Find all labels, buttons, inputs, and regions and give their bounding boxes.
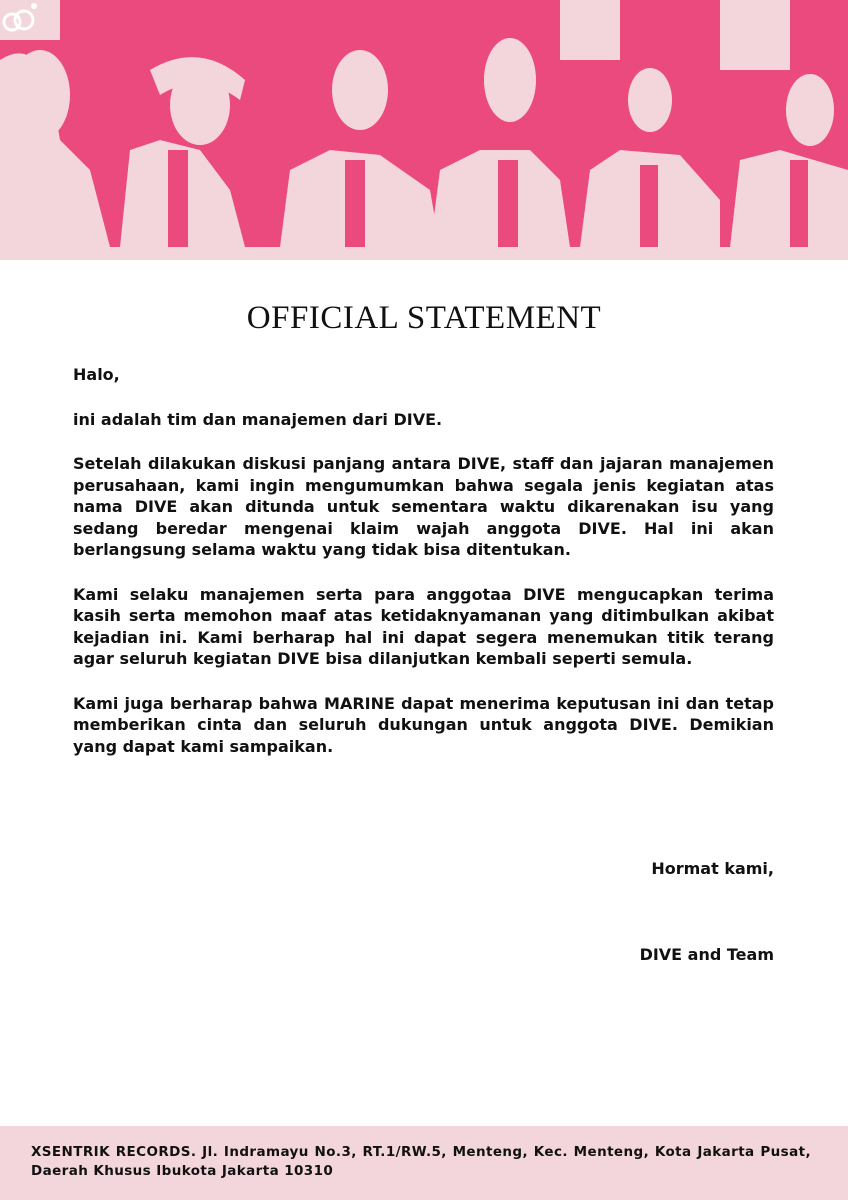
paragraph-1: Setelah dilakukan diskusi panjang antara DIVE, staff dan jajaran manajemen perusahaan, kami ingin mengumumkan bahwa segala jenis kegiatan atas nama DIVE akan ditunda untuk sementara waktu dikarenakan isu yang sedang beredar mengenai klaim wajah anggota DIVE. Hal ini akan berlangsung selama waktu yang tidak bisa ditentukan. [73,454,774,559]
intro-line: ini adalah tim dan manajemen dari DIVE. [73,409,443,429]
brand-logo-icon [0,0,40,34]
statement-body [73,364,774,780]
header-banner [0,0,848,247]
paragraph-3: Kami juga berharap bahwa MARINE dapat menerima keputusan ini dan tetap memberikan cinta dan seluruh dukungan untuk anggota DIVE. Demikian yang dapat kami sampaikan. [73,693,774,756]
greeting: Halo, [73,365,120,384]
signature: DIVE and Team [639,945,774,964]
group-photo-icon [0,0,848,247]
footer-address: XSENTRIK RECORDS. Jl. Indramayu No.3, RT.1/RW.5, Menteng, Kec. Menteng, Kota Jakarta Pusat, Daerah Khusus Ibukota Jakarta 10310 [31,1144,811,1179]
paragraph-2: Kami selaku manajemen serta para anggotaa DIVE mengucapkan terima kasih serta memohon maaf atas ketidaknyamanan yang ditimbulkan akibat kejadian ini. Kami berharap hal ini dapat segera menemukan titik terang agar seluruh kegiatan DIVE bisa dilanjutkan kembali seperti semula. [73,584,774,668]
header-strip [0,247,848,260]
footer [0,1126,848,1200]
page-title: OFFICIAL STATEMENT [246,300,602,336]
closing-salutation: Hormat kami, [651,859,774,878]
